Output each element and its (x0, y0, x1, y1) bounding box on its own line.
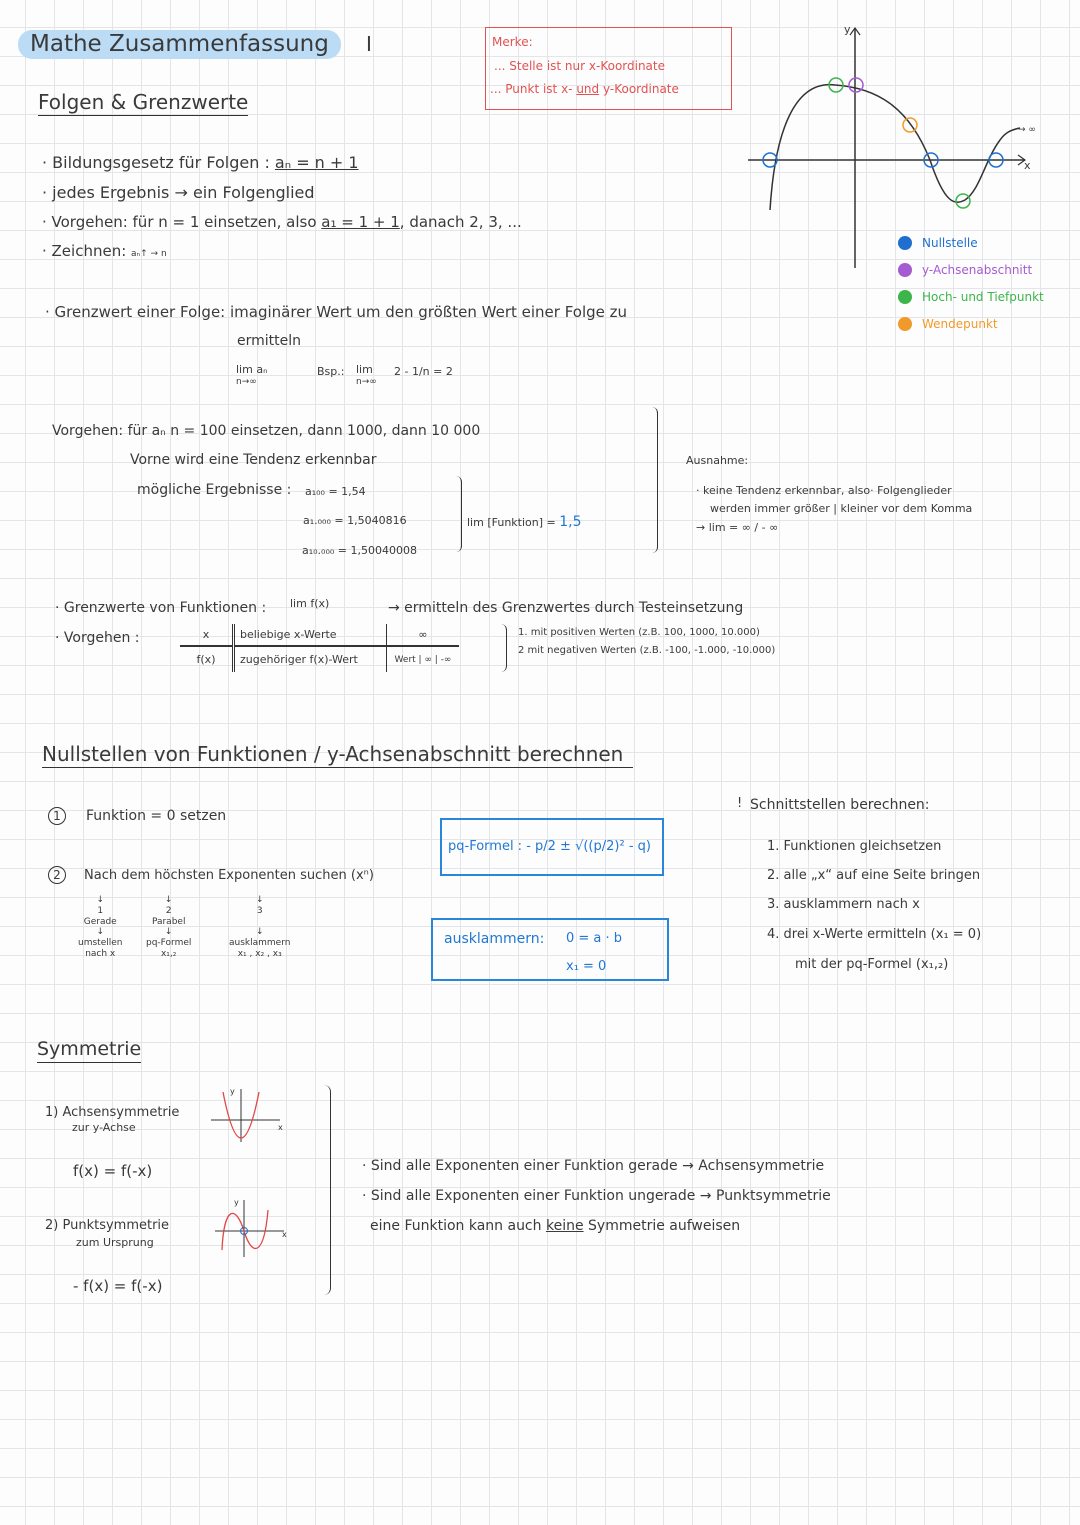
schnittstellen-heading: Schnittstellen berechnen: (750, 797, 930, 813)
pq-formel: pq-Formel : - p/2 ± √((p/2)² - q) (448, 839, 651, 854)
grenzwert-folge: · Grenzwert einer Folge: imaginärer Wert um den größten Wert einer Folge zu (45, 303, 628, 321)
step-number-2: 2 (48, 866, 66, 884)
merke-line2: ... Punkt ist x- und y-Koordinate (490, 82, 679, 96)
heading-symmetrie: Symmetrie (37, 1040, 141, 1063)
ausklammern-eq: 0 = a · b (566, 931, 623, 946)
result-a100: a₁₀₀ = 1,54 (305, 485, 366, 498)
bsp-label: Bsp.: (317, 365, 345, 378)
parabola-graph (208, 1084, 288, 1144)
result-a10000: a₁₀.₀₀₀ = 1,50040008 (302, 544, 417, 557)
graph-x-label: x (1024, 159, 1031, 172)
case-parabel: ↓ 2 Parabel ↓ pq-Formel x₁,₂ (146, 895, 192, 959)
graph-inf-label: → ∞ (1018, 125, 1036, 135)
table-row: x beliebige x-Werte ∞ (180, 624, 459, 646)
svg-text:x: x (278, 1123, 283, 1132)
grenzwert-folge-cont: ermitteln (237, 333, 302, 349)
step-number-1: 1 (48, 807, 66, 825)
legend (898, 229, 1044, 337)
brace (322, 1085, 331, 1295)
grenzwerte-funktionen: · Grenzwerte von Funktionen : (55, 600, 267, 616)
page-title: Mathe Zusammenfassung (18, 30, 341, 59)
step-exponent: Nach dem höchsten Exponenten suchen (xⁿ) (84, 868, 374, 883)
vorgehen-funktionen: · Vorgehen : (55, 630, 140, 646)
graph-y-label: y (844, 23, 851, 36)
regel-ungerade: · Sind alle Exponenten einer Funktion ungerade → Punktsymmetrie (362, 1188, 831, 1204)
punktsymmetrie: 2) Punktsymmetrie (45, 1218, 170, 1233)
svg-text:y: y (234, 1198, 239, 1207)
dot-icon (898, 317, 912, 331)
regel-gerade: · Sind alle Exponenten einer Funktion gerade → Achsensymmetrie (362, 1158, 825, 1174)
step-funktion-null: Funktion = 0 setzen (86, 808, 227, 824)
achsensymmetrie-formula: f(x) = f(-x) (73, 1162, 153, 1180)
value-table (180, 624, 459, 672)
punktsymmetrie-formula: - f(x) = f(-x) (73, 1277, 163, 1295)
legend-item: y-Achsenabschnitt (898, 256, 1044, 283)
dot-icon (898, 290, 912, 304)
result-a1000: a₁.₀₀₀ = 1,5040816 (303, 514, 407, 527)
pq-formel-box (440, 818, 664, 876)
note-positive: 1. mit positiven Werten (z.B. 100, 1000, 10.000) (518, 627, 760, 638)
legend-item: Hoch- und Tiefpunkt (898, 283, 1044, 310)
achsensymmetrie-sub: zur y-Achse (72, 1121, 136, 1134)
bullet-bildungsgesetz: · Bildungsgesetz für Folgen : aₙ = n + 1 (42, 153, 359, 172)
moegliche-ergebnisse: mögliche Ergebnisse : (137, 482, 292, 498)
ausnahme-line3: → lim = ∞ / - ∞ (696, 521, 779, 534)
lim-an: lim aₙ n→∞ (236, 363, 268, 387)
bullet-zeichnen: · Zeichnen: aₙ↑ → n (42, 242, 167, 260)
legend-item: Nullstelle (898, 229, 1044, 256)
case-gerade: ↓ 1 Gerade ↓ umstellen nach x (78, 895, 123, 959)
brace (455, 476, 462, 552)
ausnahme-label: Ausnahme: (686, 454, 749, 467)
regel-keine: eine Funktion kann auch keine Symmetrie aufweisen (370, 1218, 741, 1234)
bullet-vorgehen: · Vorgehen: für n = 1 einsetzen, also a₁ = 1 + 1, danach 2, 3, ... (42, 213, 522, 231)
punktsymmetrie-sub: zum Ursprung (76, 1236, 154, 1249)
schnitt-step: 4. drei x-Werte ermitteln (x₁ = 0) (767, 927, 982, 942)
schnitt-step: 3. ausklammern nach x (767, 897, 920, 912)
merke-label: Merke: (492, 35, 533, 49)
merke-line1: ... Stelle ist nur x-Koordinate (494, 59, 665, 73)
legend-item: Wendepunkt (898, 310, 1044, 337)
ausnahme-line2: werden immer größer | kleiner vor dem Komma (710, 502, 973, 515)
table-row: f(x) zugehöriger f(x)-Wert Wert | ∞ | -∞ (180, 646, 459, 672)
case-kubisch: ↓ 3 ↓ ausklammern x₁ , x₂ , x₃ (229, 895, 291, 959)
brace (650, 407, 658, 553)
bullet-ergebnis: · jedes Ergebnis → ein Folgenglied (42, 183, 315, 202)
brace (500, 624, 507, 672)
warning-icon: ! (737, 796, 743, 811)
testeinsetzung: → ermitteln des Grenzwertes durch Testeinsetzung (388, 600, 744, 616)
bsp-lim: lim n→∞ (356, 363, 377, 387)
ausnahme-line1: · keine Tendenz erkennbar, also· Folgenglieder (696, 484, 952, 497)
svg-text:x: x (282, 1230, 287, 1239)
page-number: I (366, 32, 372, 56)
achsensymmetrie: 1) Achsensymmetrie (45, 1105, 180, 1120)
schnitt-step: mit der pq-Formel (x₁,₂) (795, 957, 949, 972)
note-negative: 2 mit negativen Werten (z.B. -100, -1.000, -10.000) (518, 645, 776, 656)
dot-icon (898, 263, 912, 277)
lim-funktion: lim [Funktion] = 1,5 (467, 514, 582, 530)
vorgehen-an: Vorgehen: für aₙ n = 100 einsetzen, dann 1000, dann 10 000 (52, 423, 481, 439)
ausklammern-label: ausklammern: (444, 931, 545, 947)
cubic-graph (212, 1195, 292, 1260)
bsp-expr: 2 - 1/n = 2 (394, 365, 453, 378)
ausklammern-box (431, 918, 669, 981)
ausklammern-x1: x₁ = 0 (566, 959, 607, 974)
vorne-tendenz: Vorne wird eine Tendenz erkennbar (130, 452, 377, 468)
heading-nullstellen: Nullstellen von Funktionen / y-Achsenabschnitt berechnen (42, 744, 633, 768)
schnitt-step: 1. Funktionen gleichsetzen (767, 839, 942, 854)
schnitt-step: 2. alle „x“ auf eine Seite bringen (767, 868, 981, 883)
heading-folgen: Folgen & Grenzwerte (38, 90, 249, 114)
merke-box (485, 27, 732, 110)
lim-fx: lim f(x) (290, 597, 330, 610)
dot-icon (898, 236, 912, 250)
svg-text:y: y (230, 1087, 235, 1096)
